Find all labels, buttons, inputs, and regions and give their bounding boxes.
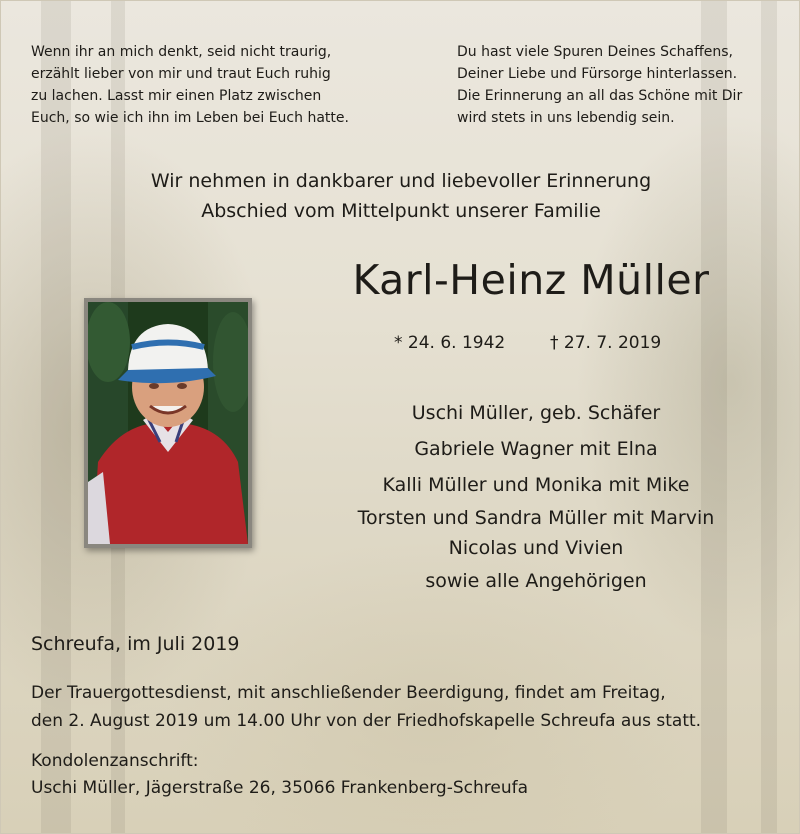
service-line: den 2. August 2019 um 14.00 Uhr von der Friedhofskapelle Schreufa aus statt. (31, 711, 702, 731)
poem-left-line: Wenn ihr an mich denkt, seid nicht traurig, (31, 44, 332, 60)
poem-right (457, 41, 742, 129)
mourner: Gabriele Wagner mit Elna (414, 438, 658, 460)
intro-text (1, 166, 800, 226)
mourner: Torsten und Sandra Müller mit Marvin (357, 507, 715, 529)
portrait-illustration (88, 302, 248, 544)
service-info (31, 679, 701, 735)
condolence-label: Kondolenzanschrift: (31, 751, 199, 771)
portrait-photo (84, 298, 252, 548)
service-line: Der Trauergottesdienst, mit anschließender Beerdigung, findet am Freitag, (31, 683, 666, 703)
mourner: sowie alle Angehörigen (425, 570, 647, 592)
mourner: Uschi Müller, geb. Schäfer (411, 402, 661, 424)
poem-right-line: Du hast viele Spuren Deines Schaffens, (457, 44, 733, 60)
mourners-list (261, 395, 800, 599)
poem-left-line: Euch, so wie ich ihn im Leben bei Euch hatte. (31, 110, 349, 126)
poem-right-line: Die Erinnerung an all das Schöne mit Dir (457, 88, 743, 104)
poem-left (31, 41, 349, 129)
mourner: Nicolas und Vivien (448, 537, 624, 559)
birth-date: * 24. 6. 1942 (394, 333, 506, 353)
deceased-name: Karl-Heinz Müller (352, 256, 710, 304)
death-date: † 27. 7. 2019 (550, 333, 662, 353)
condolence-address (31, 748, 528, 802)
poem-right-line: Deiner Liebe und Fürsorge hinterlassen. (457, 66, 738, 82)
poem-left-line: erzählt lieber von mir und traut Euch ruhig (31, 66, 331, 82)
mourner: Kalli Müller und Monika mit Mike (382, 474, 690, 496)
poem-left-line: zu lachen. Lasst mir einen Platz zwischen (31, 88, 322, 104)
place-date: Schreufa, im Juli 2019 (31, 633, 240, 655)
intro-line: Wir nehmen in dankbarer und liebevoller Erinnerung (150, 170, 652, 192)
intro-line: Abschied vom Mittelpunkt unserer Familie (201, 200, 601, 222)
condolence-address-line: Uschi Müller, Jägerstraße 26, 35066 Frankenberg-Schreufa (31, 778, 529, 798)
poem-right-line: wird stets in uns lebendig sein. (457, 110, 675, 126)
